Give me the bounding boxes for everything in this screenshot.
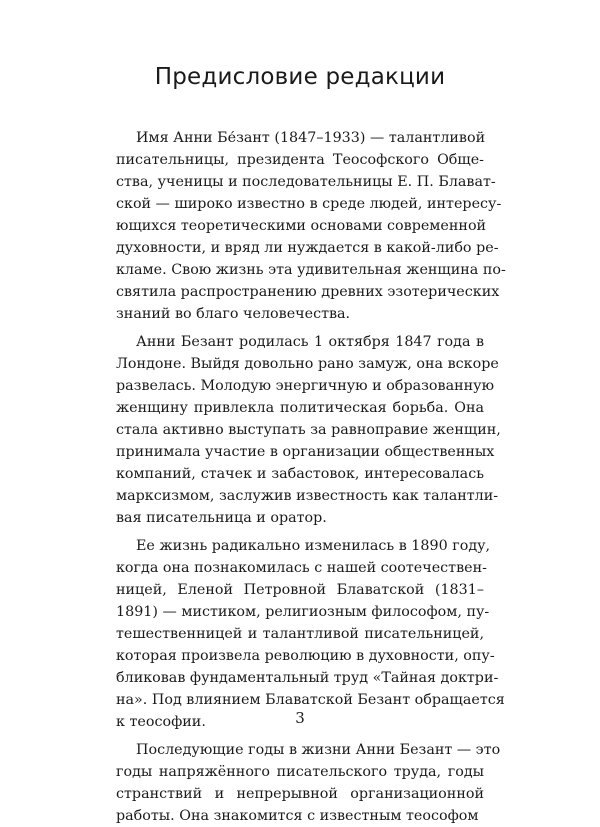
- text-line: вая писательница и оратор.: [116, 510, 327, 526]
- text-line: женщину привлекла политическая борьба. Она: [116, 400, 484, 416]
- text-line: ющихся теоретическими основами современной: [116, 218, 487, 234]
- text-line: духовности, и вряд ли нуждается в какой-либо ре-: [116, 240, 499, 256]
- text-line: тешественницей и талантливой писательницей,: [116, 626, 484, 642]
- text-line: Имя Анни Бе́зант (1847–1933) — талантливой: [136, 130, 486, 146]
- text-line: 1891) — мистиком, религиозным философом, пу-: [116, 604, 490, 620]
- paragraph: [116, 331, 501, 529]
- text-line: кламе. Свою жизнь эта удивительная женщина по-: [116, 262, 506, 278]
- text-line: Анни Безант родилась 1 октября 1847 года в: [136, 334, 484, 350]
- text-line: ства, ученицы и последовательницы Е. П. Блават-: [116, 174, 496, 190]
- text-line: принимала участие в организации общественных: [116, 444, 495, 460]
- text-line: развелась. Молодую энергичную и образованную: [116, 378, 495, 394]
- text-line: к теософии.: [116, 714, 206, 730]
- paragraph: [116, 127, 506, 325]
- text-line: Ее жизнь радикально изменилась в 1890 году,: [136, 538, 491, 554]
- paragraph: [116, 739, 501, 827]
- text-line: которая произвела революцию в духовности, опу-: [116, 648, 495, 664]
- text-line: Лондоне. Выйдя довольно рано замуж, она вскоре: [116, 356, 499, 372]
- paragraph: [116, 535, 505, 733]
- text-line: стала активно выступать за равноправие женщин,: [116, 422, 501, 438]
- text-line: бликовав фундаментальный труд «Тайная доктри-: [116, 670, 499, 686]
- page-number: 3: [295, 709, 305, 727]
- text-line: годы напряжённого писательского труда, годы: [116, 764, 484, 780]
- text-line: марксизмом, заслужив известность как талантли-: [116, 488, 499, 504]
- text-line: ницей, Еленой Петровной Блаватской (1831–: [116, 582, 484, 598]
- text-line: на». Под влиянием Блаватской Безант обращается: [116, 692, 505, 708]
- text-line: святила распространению древних эзотерических: [116, 284, 500, 300]
- text-line: странствий и непрерывной организационной: [116, 786, 484, 802]
- text-line: Последующие годы в жизни Анни Безант — это: [136, 742, 501, 758]
- text-line: ской — широко известно в среде людей, интересу-: [116, 196, 502, 212]
- text-line: писательницы, президента Теософского Обще-: [116, 152, 484, 168]
- text-line: знаний во благо человечества.: [116, 306, 351, 322]
- text-line: работы. Она знакомится с известным теософом: [116, 808, 479, 824]
- page-title: Предисловие редакции: [154, 64, 446, 90]
- text-line: компаний, стачек и забастовок, интересовалась: [116, 466, 484, 482]
- text-line: когда она познакомилась с нашей соотечествен-: [116, 560, 487, 576]
